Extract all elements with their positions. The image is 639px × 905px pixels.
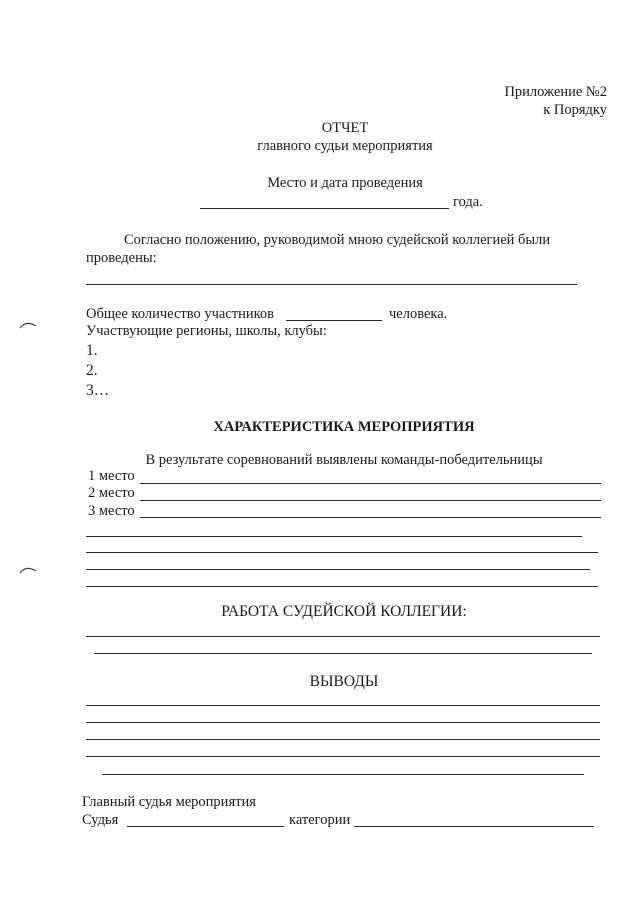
characteristics-fill-line-1 xyxy=(86,536,582,537)
intro-fill-line xyxy=(86,284,577,285)
place-2-label: 2 место xyxy=(88,485,135,501)
signature-category-line xyxy=(354,826,594,827)
place-date-line xyxy=(200,208,449,209)
judges-section-heading: РАБОТА СУДЕЙСКОЙ КОЛЛЕГИИ: xyxy=(221,603,467,620)
characteristics-fill-line-2 xyxy=(86,552,598,553)
signature-role: Главный судья мероприятия xyxy=(82,794,256,810)
characteristics-fill-line-3 xyxy=(86,569,590,570)
signature-category-label: категории xyxy=(289,812,351,828)
place-2-line xyxy=(140,500,601,501)
conclusions-heading: ВЫВОДЫ xyxy=(309,673,379,690)
conclusions-fill-line-5 xyxy=(102,774,584,775)
signature-judge-line xyxy=(127,826,284,827)
place-3-line xyxy=(140,517,601,518)
characteristics-fill-line-4 xyxy=(86,586,598,587)
intro-line-1: Согласно положению, руководимой мною судейской коллегией были xyxy=(124,232,551,248)
report-title: ОТЧЕТ xyxy=(321,120,369,136)
participants-total-label: Общее количество участников xyxy=(86,306,275,322)
winners-intro: В результате соревнований выявлены команды-победительницы xyxy=(145,452,543,468)
regions-item-3: 3… xyxy=(86,382,110,399)
report-subtitle: главного судьи мероприятия xyxy=(257,138,433,154)
appendix-number: Приложение №2 xyxy=(504,84,607,100)
conclusions-fill-line-2 xyxy=(86,722,600,723)
place-3-label: 3 место xyxy=(88,503,135,519)
conclusions-fill-line-4 xyxy=(86,756,600,757)
appendix-reference: к Порядку xyxy=(543,102,607,118)
place-1-line xyxy=(140,483,601,484)
punch-hole-mark-top xyxy=(18,318,40,332)
signature-judge-label: Судья xyxy=(82,812,119,828)
intro-line-2: проведены: xyxy=(86,250,157,266)
judges-fill-line-1 xyxy=(86,636,600,637)
place-date-label: Место и дата проведения xyxy=(267,175,423,191)
place-1-label: 1 место xyxy=(88,468,135,484)
conclusions-fill-line-1 xyxy=(86,705,600,706)
characteristics-heading: ХАРАКТЕРИСТИКА МЕРОПРИЯТИЯ xyxy=(213,419,475,435)
participants-total-suffix: человека. xyxy=(389,306,448,322)
regions-item-2: 2. xyxy=(86,362,98,379)
year-suffix: года. xyxy=(453,194,483,210)
conclusions-fill-line-3 xyxy=(86,739,600,740)
regions-label: Участвующие регионы, школы, клубы: xyxy=(86,323,327,339)
participants-total-line xyxy=(286,320,382,321)
punch-hole-mark-bottom xyxy=(18,563,40,577)
judges-fill-line-2 xyxy=(94,653,592,654)
regions-item-1: 1. xyxy=(86,342,98,359)
